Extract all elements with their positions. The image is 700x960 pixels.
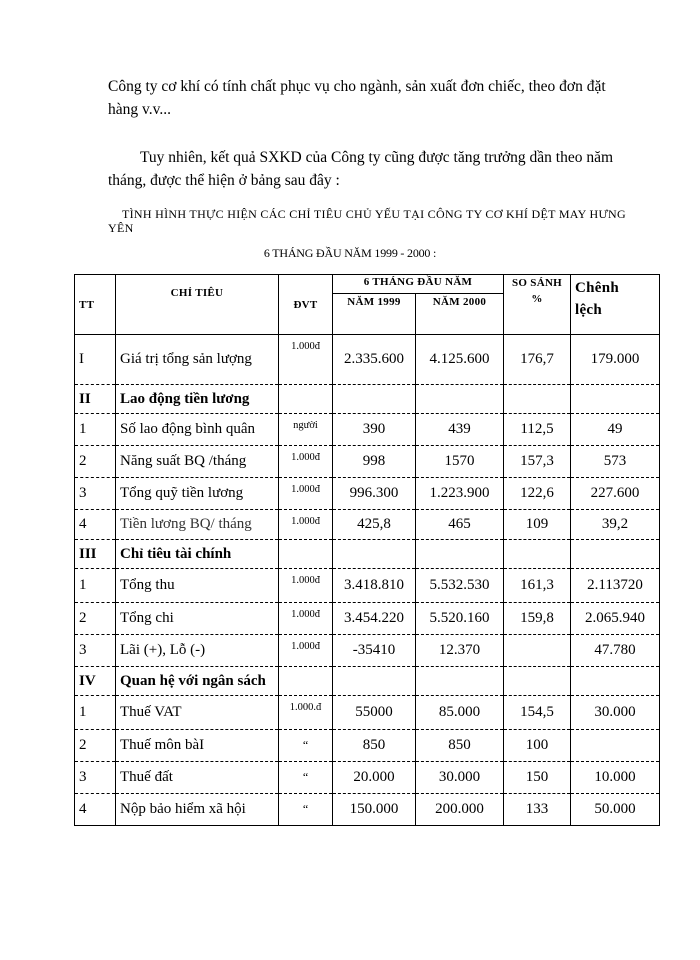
cell-tt: I: [75, 335, 116, 385]
cell-so-sanh: 161,3: [504, 569, 571, 603]
cell-dvt: 1.000đ: [279, 478, 333, 510]
cell-year-2000: 5.520.160: [416, 603, 504, 635]
results-table: [74, 274, 660, 826]
cell-so-sanh: 159,8: [504, 603, 571, 635]
intro-p1-line2: hàng v.v...: [108, 101, 171, 118]
cell-chi-tieu: Nộp bảo hiểm xã hội: [116, 794, 279, 826]
cell-tt: III: [75, 540, 116, 569]
cell-chenh-lech: 39,2: [571, 510, 660, 540]
cell-dvt: “: [279, 730, 333, 762]
cell-tt: 3: [75, 478, 116, 510]
cell-tt: 2: [75, 730, 116, 762]
cell-chi-tieu: Lao động tiền lương: [116, 385, 279, 414]
cell-tt: IV: [75, 667, 116, 696]
cell-chenh-lech: 227.600: [571, 478, 660, 510]
cell-so-sanh: 133: [504, 794, 571, 826]
cell-chenh-lech: [571, 540, 660, 569]
cell-year-2000: 850: [416, 730, 504, 762]
cell-so-sanh: 122,6: [504, 478, 571, 510]
header-chenh-lech: [571, 275, 660, 335]
cell-dvt: [279, 540, 333, 569]
cell-year-2000: 465: [416, 510, 504, 540]
table-row: [75, 478, 660, 510]
table-row: [75, 540, 660, 569]
cell-tt: 1: [75, 414, 116, 446]
cell-chi-tieu: Tiền lương BQ/ tháng: [116, 510, 279, 540]
table-row: [75, 569, 660, 603]
intro-p1-line1: Công ty cơ khí có tính chất phục vụ cho ngành, sản xuất đơn chiếc, theo đơn đặt: [108, 78, 606, 95]
header-chenh-lech-label: Chênh lệch: [575, 280, 620, 318]
cell-year-1999: 390: [333, 414, 416, 446]
cell-chi-tieu: Số lao động bình quân: [116, 414, 279, 446]
cell-chi-tieu: Chỉ tiêu tài chính: [116, 540, 279, 569]
cell-year-2000: [416, 385, 504, 414]
cell-chi-tieu: Thuế VAT: [116, 696, 279, 730]
cell-chenh-lech: [571, 385, 660, 414]
intro-paragraph-1: [108, 75, 648, 121]
cell-so-sanh: 100: [504, 730, 571, 762]
cell-dvt: 1.000.đ: [279, 696, 333, 730]
cell-so-sanh: 112,5: [504, 414, 571, 446]
header-year-2000: NĂM 2000: [416, 294, 504, 335]
cell-year-1999: 998: [333, 446, 416, 478]
cell-year-2000: 4.125.600: [416, 335, 504, 385]
cell-chenh-lech: 2.065.940: [571, 603, 660, 635]
cell-year-1999: 850: [333, 730, 416, 762]
cell-tt: 4: [75, 510, 116, 540]
cell-year-1999: 425,8: [333, 510, 416, 540]
cell-chi-tieu: Giá trị tổng sản lượng: [116, 335, 279, 385]
cell-chi-tieu: Năng suất BQ /tháng: [116, 446, 279, 478]
cell-chenh-lech: 2.113720: [571, 569, 660, 603]
table-row: [75, 414, 660, 446]
cell-so-sanh: 176,7: [504, 335, 571, 385]
header-year-1999: NĂM 1999: [333, 294, 416, 335]
cell-year-1999: 3.418.810: [333, 569, 416, 603]
cell-year-2000: 1.223.900: [416, 478, 504, 510]
table-row: [75, 603, 660, 635]
table-subtitle: 6 THÁNG ĐẦU NĂM 1999 - 2000 :: [263, 246, 437, 260]
header-chi-tieu: CHỈ TIÊU: [116, 275, 279, 335]
cell-year-2000: 30.000: [416, 762, 504, 794]
table-row: [75, 696, 660, 730]
table-row: [75, 762, 660, 794]
cell-tt: 1: [75, 569, 116, 603]
table-title-line1: TÌNH HÌNH THỰC HIỆN CÁC CHỈ TIÊU CHỦ YẾU TẠI CÔNG TY CƠ KHÍ DỆT MAY HƯNG: [122, 207, 626, 221]
header-percent: %: [531, 293, 543, 305]
cell-tt: 2: [75, 446, 116, 478]
cell-year-1999: 3.454.220: [333, 603, 416, 635]
cell-year-2000: 1570: [416, 446, 504, 478]
cell-chenh-lech: 10.000: [571, 762, 660, 794]
cell-chi-tieu: Tổng thu: [116, 569, 279, 603]
cell-tt: 4: [75, 794, 116, 826]
table-row: [75, 667, 660, 696]
cell-chenh-lech: [571, 730, 660, 762]
cell-year-2000: 439: [416, 414, 504, 446]
cell-dvt: 1.000đ: [279, 510, 333, 540]
header-so-sanh: [504, 275, 571, 335]
cell-year-1999: [333, 540, 416, 569]
cell-so-sanh: [504, 385, 571, 414]
table-body: [75, 335, 660, 826]
cell-so-sanh: 157,3: [504, 446, 571, 478]
cell-tt: 3: [75, 635, 116, 667]
cell-year-1999: -35410: [333, 635, 416, 667]
intro-p2-line2: tháng, được thể hiện ở bảng sau đây :: [108, 172, 340, 189]
header-dvt: ĐVT: [279, 275, 333, 335]
table-row: [75, 446, 660, 478]
cell-year-1999: 55000: [333, 696, 416, 730]
header-6-months-group: 6 THÁNG ĐẦU NĂM: [333, 275, 504, 294]
intro-paragraph-2: [108, 146, 648, 192]
cell-so-sanh: 109: [504, 510, 571, 540]
cell-chenh-lech: 179.000: [571, 335, 660, 385]
cell-year-1999: [333, 385, 416, 414]
cell-year-2000: 5.532.530: [416, 569, 504, 603]
table-title-line1b: YÊN: [108, 221, 134, 235]
cell-dvt: 1.000đ: [279, 603, 333, 635]
cell-year-1999: 996.300: [333, 478, 416, 510]
cell-dvt: [279, 667, 333, 696]
cell-chenh-lech: 30.000: [571, 696, 660, 730]
table-row: [75, 510, 660, 540]
cell-tt: 2: [75, 603, 116, 635]
cell-chi-tieu: Thuế đất: [116, 762, 279, 794]
table-row: [75, 794, 660, 826]
header-so-sanh-label: SO SÁNH: [511, 277, 563, 289]
table-row: [75, 635, 660, 667]
cell-year-2000: 85.000: [416, 696, 504, 730]
intro-p2-line1: Tuy nhiên, kết quả SXKD của Công ty cũng được tăng trưởng dần theo năm: [140, 149, 614, 166]
cell-dvt: 1.000đ: [279, 335, 333, 385]
cell-dvt: 1.000đ: [279, 446, 333, 478]
cell-so-sanh: [504, 635, 571, 667]
cell-year-1999: 20.000: [333, 762, 416, 794]
cell-chenh-lech: 573: [571, 446, 660, 478]
cell-chi-tieu: Tổng chi: [116, 603, 279, 635]
cell-year-1999: [333, 667, 416, 696]
cell-year-2000: [416, 540, 504, 569]
cell-dvt: “: [279, 762, 333, 794]
cell-chenh-lech: 50.000: [571, 794, 660, 826]
cell-tt: II: [75, 385, 116, 414]
cell-chi-tieu: Quan hệ với ngân sách: [116, 667, 279, 696]
cell-chi-tieu: Lãi (+), Lỗ (-): [116, 635, 279, 667]
cell-so-sanh: 150: [504, 762, 571, 794]
cell-year-2000: 12.370: [416, 635, 504, 667]
cell-tt: 3: [75, 762, 116, 794]
table-row: [75, 385, 660, 414]
cell-tt: 1: [75, 696, 116, 730]
cell-dvt: 1.000đ: [279, 569, 333, 603]
header-tt: TT: [75, 275, 116, 335]
cell-dvt: [279, 385, 333, 414]
cell-dvt: người: [279, 414, 333, 446]
cell-so-sanh: [504, 540, 571, 569]
cell-chenh-lech: 49: [571, 414, 660, 446]
table-row: [75, 730, 660, 762]
cell-year-1999: 2.335.600: [333, 335, 416, 385]
table-row: [75, 335, 660, 385]
cell-dvt: 1.000đ: [279, 635, 333, 667]
cell-chenh-lech: 47.780: [571, 635, 660, 667]
cell-year-2000: [416, 667, 504, 696]
cell-chi-tieu: Tổng quỹ tiền lương: [116, 478, 279, 510]
cell-so-sanh: [504, 667, 571, 696]
cell-dvt: “: [279, 794, 333, 826]
table-title: [108, 207, 688, 235]
cell-chi-tieu: Thuế môn bàI: [116, 730, 279, 762]
cell-chenh-lech: [571, 667, 660, 696]
cell-year-2000: 200.000: [416, 794, 504, 826]
cell-year-1999: 150.000: [333, 794, 416, 826]
cell-so-sanh: 154,5: [504, 696, 571, 730]
